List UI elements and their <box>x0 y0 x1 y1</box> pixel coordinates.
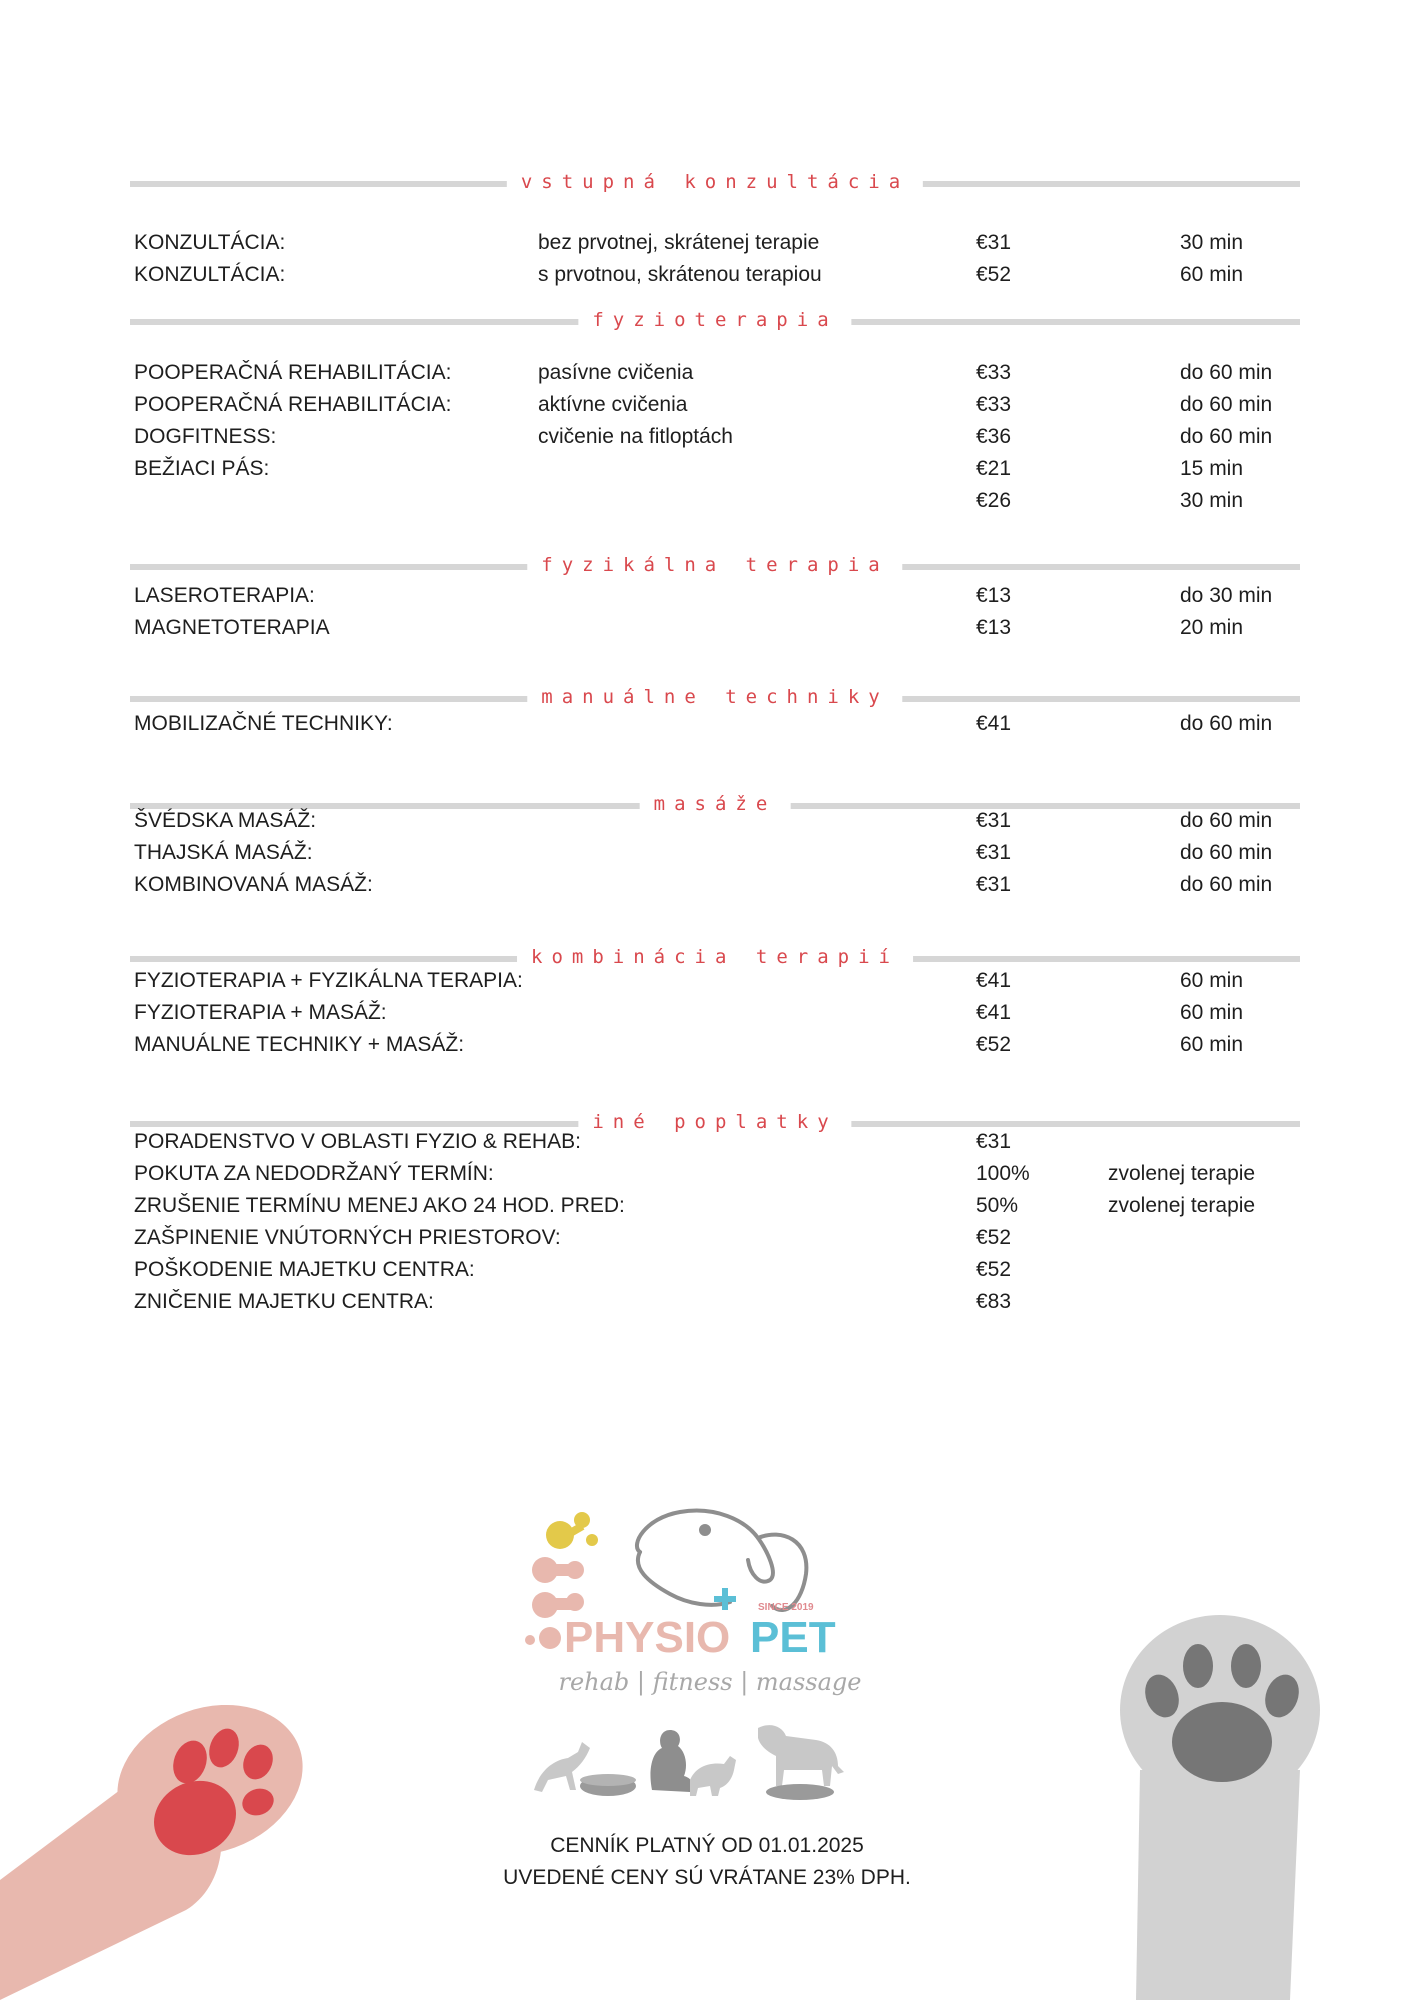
service-price: €13 <box>976 584 1012 607</box>
service-duration: 60 min <box>1180 1001 1244 1024</box>
service-price: €31 <box>976 873 1012 896</box>
service-name: THAJSKÁ MASÁŽ: <box>134 841 313 864</box>
fee-price: €52 <box>976 1258 1012 1281</box>
service-description: bez prvotnej, skrátenej terapie <box>538 231 820 254</box>
price-row <box>0 453 1414 485</box>
service-price: €41 <box>976 712 1012 735</box>
paw-left-decoration <box>0 1690 320 2005</box>
service-name: BEŽIACI PÁS: <box>134 457 270 480</box>
fee-price: €52 <box>976 1226 1012 1249</box>
service-duration: 20 min <box>1180 616 1244 639</box>
service-price: €52 <box>976 1033 1012 1056</box>
service-price: €41 <box>976 1001 1012 1024</box>
price-row <box>0 869 1414 901</box>
fee-price: 50% <box>976 1194 1019 1217</box>
service-price: €52 <box>976 263 1012 286</box>
service-price: €31 <box>976 231 1012 254</box>
service-price: €41 <box>976 969 1012 992</box>
brand-physio: PHYSIO <box>564 1613 731 1662</box>
fee-name: POŠKODENIE MAJETKU CENTRA: <box>134 1258 475 1281</box>
section-title: kombinácia terapií <box>517 942 913 972</box>
tagline: rehab | fitness | massage <box>558 1668 862 1696</box>
fee-row <box>0 1158 1414 1190</box>
price-row <box>0 421 1414 453</box>
service-duration: do 60 min <box>1180 425 1273 448</box>
service-duration: 60 min <box>1180 263 1244 286</box>
fee-name: ZRUŠENIE TERMÍNU MENEJ AKO 24 HOD. PRED: <box>134 1194 625 1217</box>
service-description: aktívne cvičenia <box>538 393 688 416</box>
service-price: €36 <box>976 425 1012 448</box>
fee-row <box>0 1254 1414 1286</box>
section-title: vstupná konzultácia <box>507 167 923 197</box>
service-price: €31 <box>976 841 1012 864</box>
paw-right-decoration <box>1110 1600 1330 2005</box>
dogs-silhouette-icon <box>534 1725 844 1800</box>
service-description: cvičenie na fitloptách <box>538 425 733 448</box>
service-price: €21 <box>976 457 1012 480</box>
service-duration: do 60 min <box>1180 361 1273 384</box>
section-title: masáže <box>640 789 791 819</box>
service-name: KOMBINOVANÁ MASÁŽ: <box>134 873 373 896</box>
service-price: €13 <box>976 616 1012 639</box>
service-duration: 30 min <box>1180 231 1244 254</box>
fee-name: ZNIČENIE MAJETKU CENTRA: <box>134 1290 434 1313</box>
service-description: s prvotnou, skrátenou terapiou <box>538 263 822 286</box>
service-name: KONZULTÁCIA: <box>134 231 286 254</box>
since-label: SINCE 2019 <box>758 1602 814 1613</box>
section-header-fyzikalna-terapia <box>130 550 1300 580</box>
price-row <box>0 1029 1414 1061</box>
fee-note: zvolenej terapie <box>1108 1194 1256 1217</box>
service-price: €31 <box>976 809 1012 832</box>
service-duration: 60 min <box>1180 969 1244 992</box>
price-row <box>0 389 1414 421</box>
service-duration: do 60 min <box>1180 873 1273 896</box>
service-name: MAGNETOTERAPIA <box>134 616 330 639</box>
plus-icon <box>714 1588 736 1610</box>
price-row <box>0 227 1414 259</box>
fee-row <box>0 1222 1414 1254</box>
service-name: FYZIOTERAPIA + FYZIKÁLNA TERAPIA: <box>134 969 523 992</box>
physiopet-logo <box>520 1490 900 1820</box>
fee-price: €83 <box>976 1290 1012 1313</box>
section-title: fyzioterapia <box>578 305 851 335</box>
fee-name: PORADENSTVO V OBLASTI FYZIO & REHAB: <box>134 1130 581 1153</box>
fee-name: ZAŠPINENIE VNÚTORNÝCH PRIESTOROV: <box>134 1226 561 1249</box>
brand-pet: PET <box>750 1613 836 1662</box>
price-row <box>0 708 1414 740</box>
validity-note: CENNÍK PLATNÝ OD 01.01.2025 <box>550 1834 864 1857</box>
service-duration: do 60 min <box>1180 809 1273 832</box>
vat-note: UVEDENÉ CENY SÚ VRÁTANE 23% DPH. <box>503 1866 911 1889</box>
fee-row <box>0 1190 1414 1222</box>
price-row <box>0 997 1414 1029</box>
service-price: €33 <box>976 361 1012 384</box>
service-price: €26 <box>976 489 1012 512</box>
section-header-fyzioterapia <box>130 305 1300 335</box>
service-duration: do 30 min <box>1180 584 1273 607</box>
section-title: fyzikálna terapia <box>527 550 902 580</box>
fee-name: POKUTA ZA NEDODRŽANÝ TERMÍN: <box>134 1162 494 1185</box>
fee-price: €31 <box>976 1130 1012 1153</box>
price-row <box>0 485 1414 517</box>
price-row <box>0 965 1414 997</box>
service-name: LASEROTERAPIA: <box>134 584 315 607</box>
service-description: pasívne cvičenia <box>538 361 694 384</box>
price-row <box>0 837 1414 869</box>
service-name: KONZULTÁCIA: <box>134 263 286 286</box>
paw-icon <box>0 1690 320 2000</box>
section-title: iné poplatky <box>578 1107 851 1137</box>
price-row <box>0 805 1414 837</box>
price-row <box>0 612 1414 644</box>
service-name: MOBILIZAČNÉ TECHNIKY: <box>134 712 393 735</box>
service-duration: 30 min <box>1180 489 1244 512</box>
service-name: ŠVÉDSKA MASÁŽ: <box>134 809 317 832</box>
fee-note: zvolenej terapie <box>1108 1162 1256 1185</box>
service-name: POOPERAČNÁ REHABILITÁCIA: <box>134 361 452 384</box>
service-name: MANUÁLNE TECHNIKY + MASÁŽ: <box>134 1033 465 1056</box>
price-row <box>0 259 1414 291</box>
service-duration: 60 min <box>1180 1033 1244 1056</box>
price-row <box>0 357 1414 389</box>
dog-head-icon <box>637 1511 806 1610</box>
service-duration: do 60 min <box>1180 841 1273 864</box>
service-duration: do 60 min <box>1180 712 1273 735</box>
price-row <box>0 580 1414 612</box>
fee-price: 100% <box>976 1162 1030 1185</box>
service-name: FYZIOTERAPIA + MASÁŽ: <box>134 1001 387 1024</box>
section-title: manuálne techniky <box>527 682 902 712</box>
service-duration: 15 min <box>1180 457 1244 480</box>
service-name: POOPERAČNÁ REHABILITÁCIA: <box>134 393 452 416</box>
logo-graphic <box>520 1490 900 1820</box>
section-header-konzultacia <box>130 167 1300 197</box>
fee-row <box>0 1126 1414 1158</box>
service-duration: do 60 min <box>1180 393 1273 416</box>
paw-icon <box>1110 1600 1330 2000</box>
service-price: €33 <box>976 393 1012 416</box>
service-name: DOGFITNESS: <box>134 425 277 448</box>
fee-row <box>0 1286 1414 1318</box>
